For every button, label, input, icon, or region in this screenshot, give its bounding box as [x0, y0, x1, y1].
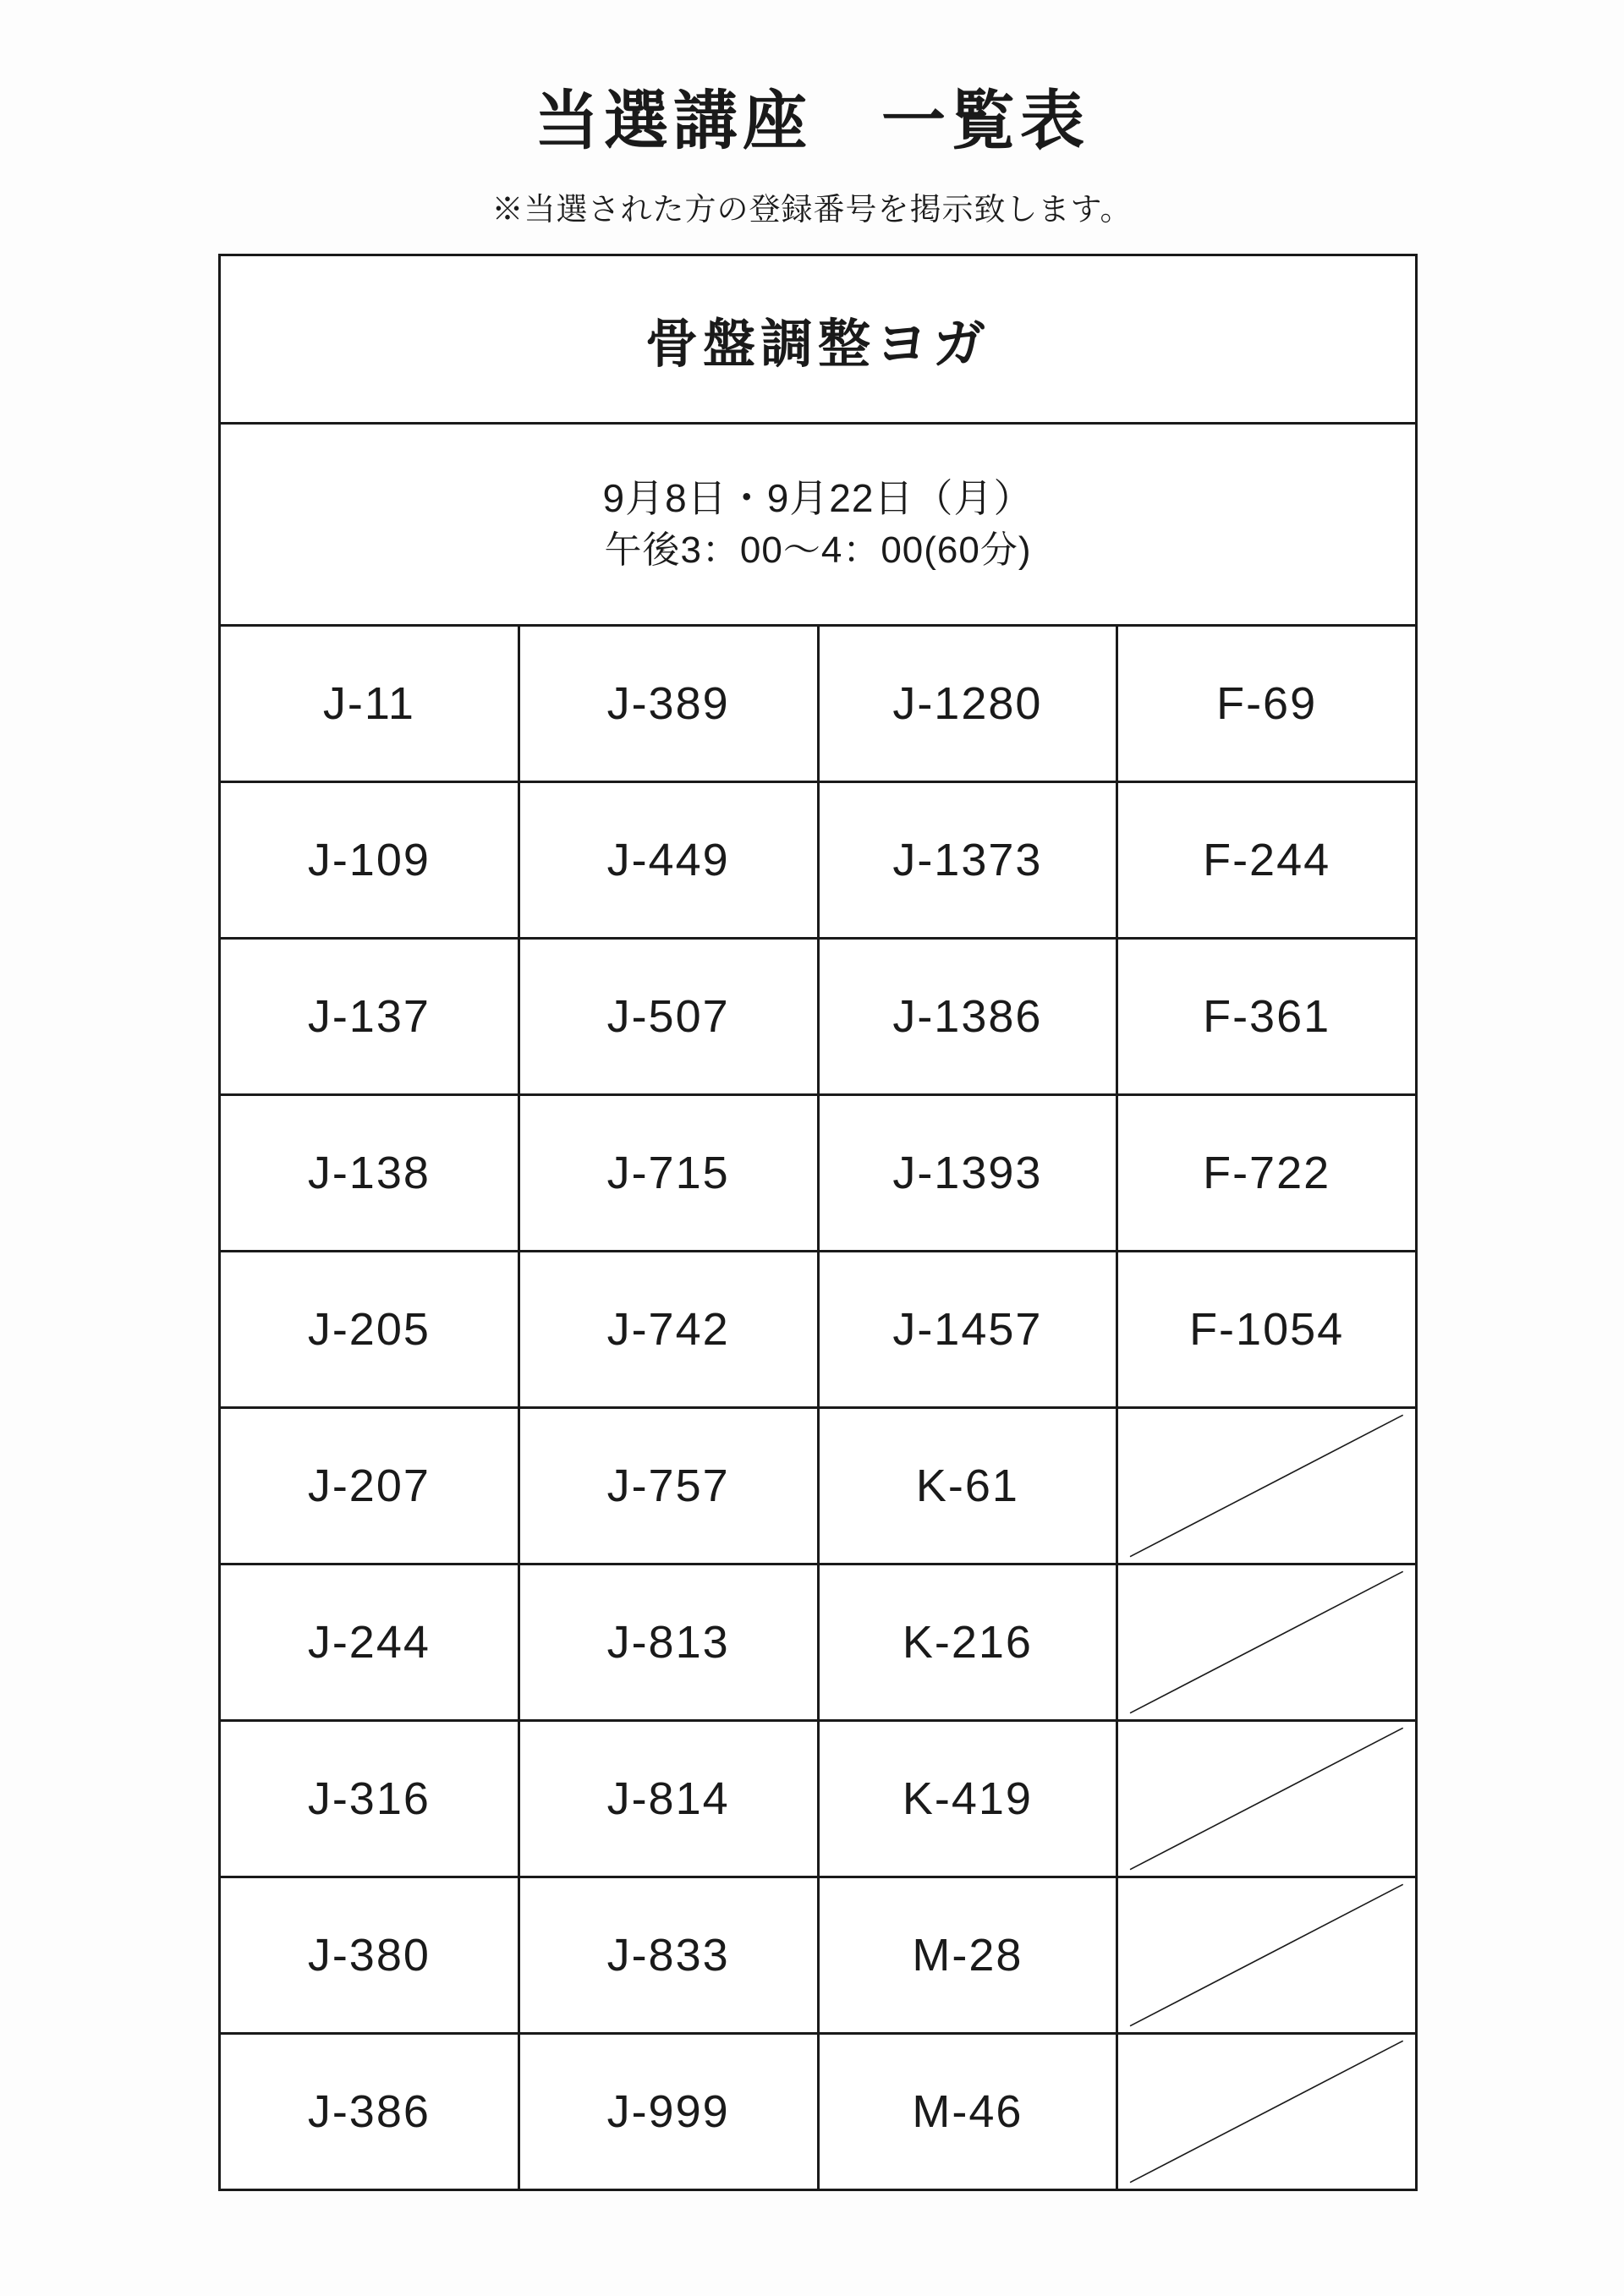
registration-number: J-507	[518, 939, 818, 1095]
schedule-cell	[220, 424, 1417, 626]
diagonal-strike-icon	[1118, 1409, 1415, 1563]
registration-number: F-69	[1117, 626, 1417, 782]
registration-number: J-999	[518, 2034, 818, 2190]
registration-number: J-109	[220, 782, 519, 939]
diagonal-strike-icon	[1118, 2035, 1415, 2189]
course-name-row	[220, 255, 1417, 424]
registration-number: F-1054	[1117, 1252, 1417, 1408]
diagonal-strike-icon	[1118, 1722, 1415, 1876]
course-name-cell: 骨盤調整ヨガ	[220, 255, 1417, 424]
empty-cell	[1117, 1408, 1417, 1564]
registration-number: J-1280	[818, 626, 1117, 782]
registration-number: F-361	[1117, 939, 1417, 1095]
registration-number: J-814	[518, 1721, 818, 1877]
registration-number: J-742	[518, 1252, 818, 1408]
registration-number: J-757	[518, 1408, 818, 1564]
registration-number: F-722	[1117, 1095, 1417, 1252]
diagonal-strike-icon	[1118, 1878, 1415, 2032]
table-row	[220, 782, 1417, 939]
schedule-time: 午後3：00〜4：00(60分)	[604, 529, 1032, 572]
schedule-date: 9月8日・9月22日（月）	[602, 475, 1034, 520]
registration-number: K-419	[818, 1721, 1117, 1877]
schedule-row	[220, 424, 1417, 626]
registration-number: J-11	[220, 626, 519, 782]
registration-number: J-1457	[818, 1252, 1117, 1408]
registration-number: J-813	[518, 1564, 818, 1721]
registration-number: J-715	[518, 1095, 818, 1252]
empty-cell	[1117, 1564, 1417, 1721]
registration-number: J-380	[220, 1877, 519, 2034]
registration-number: J-1386	[818, 939, 1117, 1095]
empty-cell	[1117, 1721, 1417, 1877]
registration-number: J-1393	[818, 1095, 1117, 1252]
registration-number: J-207	[220, 1408, 519, 1564]
table-row	[220, 1408, 1417, 1564]
table-row	[220, 1721, 1417, 1877]
table-row	[220, 1877, 1417, 2034]
table-row	[220, 1095, 1417, 1252]
registration-number: K-216	[818, 1564, 1117, 1721]
registration-number: J-205	[220, 1252, 519, 1408]
table-row	[220, 1564, 1417, 1721]
registration-number: M-28	[818, 1877, 1117, 2034]
page-subtitle: ※当選された方の登録番号を掲示致します。	[491, 192, 1133, 227]
winners-table	[218, 254, 1418, 2191]
registration-number: J-316	[220, 1721, 519, 1877]
registration-number: J-137	[220, 939, 519, 1095]
registration-number: J-833	[518, 1877, 818, 2034]
diagonal-strike-icon	[1118, 1565, 1415, 1719]
table-row	[220, 626, 1417, 782]
registration-number: J-244	[220, 1564, 519, 1721]
empty-cell	[1117, 2034, 1417, 2190]
table-row	[220, 2034, 1417, 2190]
registration-number: J-138	[220, 1095, 519, 1252]
empty-cell	[1117, 1877, 1417, 2034]
registration-number: J-386	[220, 2034, 519, 2190]
table-row	[220, 939, 1417, 1095]
registration-number: M-46	[818, 2034, 1117, 2190]
registration-number: J-389	[518, 626, 818, 782]
registration-number: F-244	[1117, 782, 1417, 939]
registration-number: J-449	[518, 782, 818, 939]
page-title: 当選講座 一覧表	[535, 85, 1089, 157]
table-row	[220, 1252, 1417, 1408]
registration-number: J-1373	[818, 782, 1117, 939]
winners-table-container	[218, 254, 1418, 2191]
registration-number: K-61	[818, 1408, 1117, 1564]
